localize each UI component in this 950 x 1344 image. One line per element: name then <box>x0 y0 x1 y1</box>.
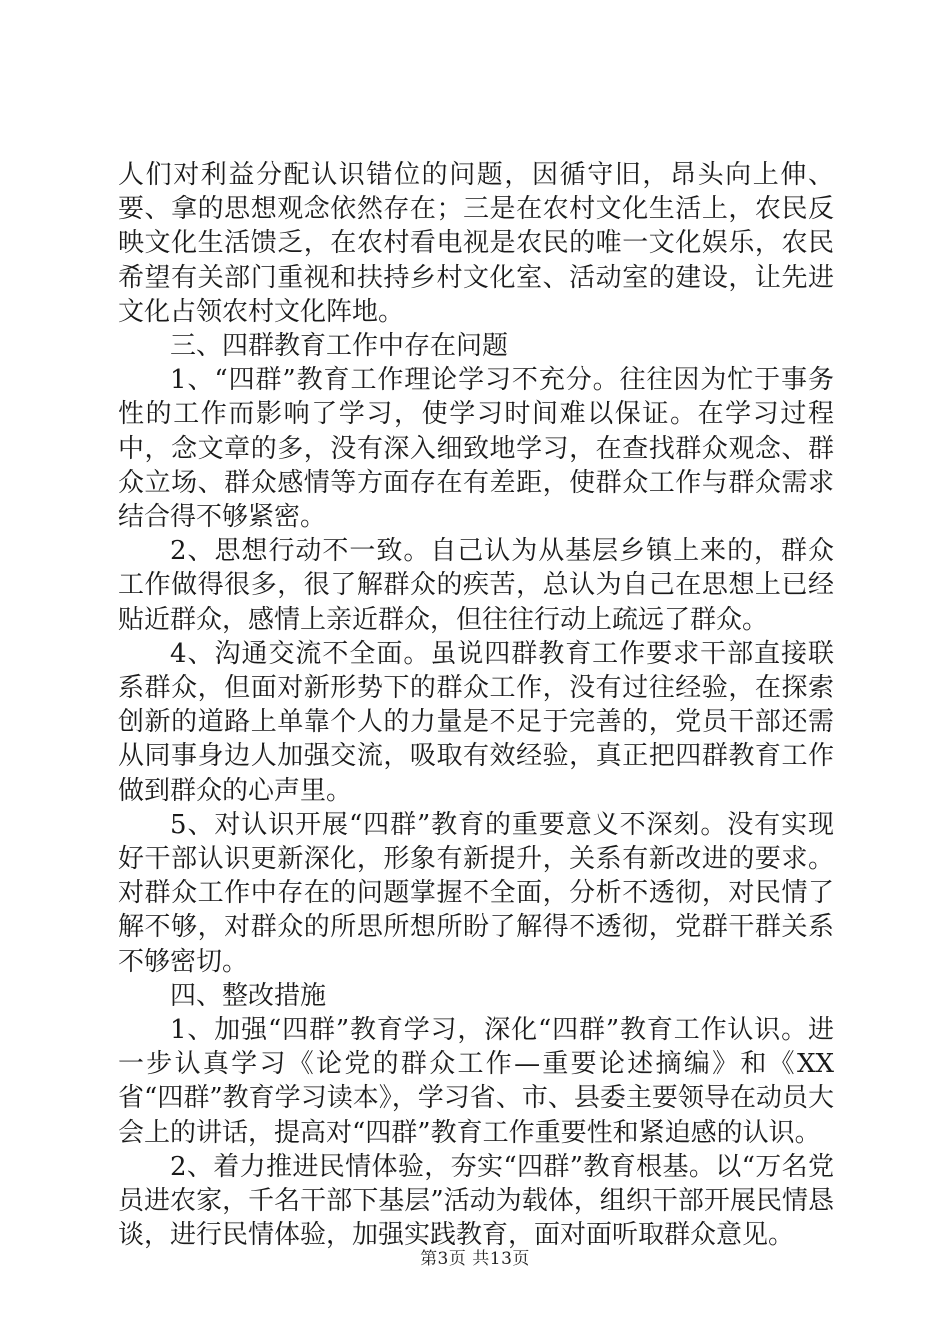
section-heading-measures: 四、整改措施 <box>170 980 327 1011</box>
paragraph-problem-5: 5、对认识开展“四群”教育的重要意义不深刻。没有实现好干部认识更新深化，形象有新提升，关系有新改进的要求。对群众工作中存在的问题掌握不全面，分析不透彻，对民情了解不够，对群众的所思所想所盼了解得不透彻，党群干群关系不够密切。 <box>118 809 834 977</box>
paragraph-continuation: 人们对利益分配认识错位的问题，因循守旧，昂头向上伸、要、拿的思想观念依然存在；三是在农村文化生活上，农民反映文化生活馈乏，在农村看电视是农民的唯一文化娱乐，农民希望有关部门重视和扶持乡村文化室、活动室的建设，让先进文化占领农村文化阵地。 <box>118 160 834 327</box>
paragraph-problem-2: 2、思想行动不一致。自己认为从基层乡镇上来的，群众工作做得很多，很了解群众的疾苦，总认为自己在思想上已经贴近群众，感情上亲近群众，但往往行动上疏远了群众。 <box>118 536 834 635</box>
page-footer <box>0 1244 950 1269</box>
paragraph-problem-1: 1、“四群”教育工作理论学习不充分。往往因为忙于事务性的工作而影响了学习，使学习时间难以保证。在学习过程中，念文章的多，没有深入细致地学习，在查找群众观念、群众立场、群众感情等方面存在有差距，使群众工作与群众需求结合得不够紧密。 <box>118 365 834 533</box>
paragraph-measure-1: 1、加强“四群”教育学习，深化“四群”教育工作认识。进一步认真学习《论党的群众工作—重要论述摘编》和《XX省“四群”教育学习读本》，学习省、市、县委主要领导在动员大会上的讲话，提高对“四群”教育工作重要性和紧迫感的认识。 <box>118 1015 834 1148</box>
page-number-label: 第3页 共13页 <box>420 1249 530 1269</box>
paragraph-measure-2: 2、着力推进民情体验，夯实“四群”教育根基。以“万名党员进农家，千名干部下基层”活动为载体，组织干部开展民情恳谈，进行民情体验，加强实践教育，面对面听取群众意见。 <box>118 1151 834 1251</box>
section-heading-problems: 三、四群教育工作中存在问题 <box>170 331 509 362</box>
document-body <box>118 158 834 1253</box>
paragraph-problem-4: 4、沟通交流不全面。虽说四群教育工作要求干部直接联系群众，但面对新形势下的群众工作，没有过往经验，在探索创新的道路上单靠个人的力量是不足于完善的，党员干部还需从同事身边人加强交流，吸取有效经验，真正把四群教育工作做到群众的心声里。 <box>118 638 834 806</box>
